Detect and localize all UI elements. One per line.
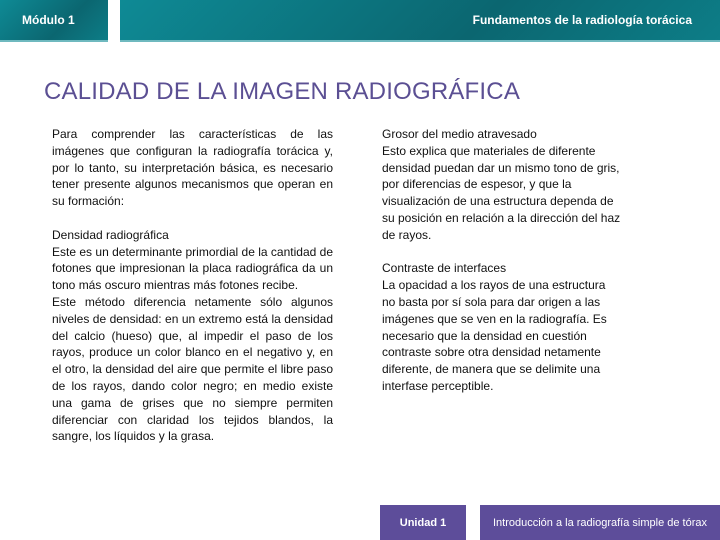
course-title: Fundamentos de la radiología torácica — [120, 0, 720, 42]
intro-paragraph: Para comprender las características de las imágenes que configuran la radiografía torácica y, por lo tanto, su interpretación básica, es necesario tener presente algunos mecanismos que operan en su formación: — [52, 127, 333, 209]
section-text: Este método diferencia netamente sólo algunos niveles de densidad: en un extremo está la densidad del calcio (hueso) que, al impedir el paso de los rayos, produce un color blanco en el negativo y, en el otro, la densidad del aire que permite el libre paso de los rayos, dando color negro; en medio existe una gama de grises que no siempre permiten diferenciar con claridad los tejidos blandos, la sangre, los líquidos y la grasa. — [52, 294, 333, 444]
unit-title: Introducción a la radiografía simple de tórax — [480, 505, 720, 540]
section-heading: Grosor del medio atravesado — [382, 127, 537, 141]
unit-label: Unidad 1 — [380, 505, 466, 540]
left-column — [52, 126, 333, 445]
section-heading: Densidad radiográfica — [52, 227, 169, 242]
section-text: Esto explica que materiales de diferente densidad puedan dar un mismo tono de gris, por diferencias de espesor, y que la visualización de una estructura dependa de su posición en relación a la dirección del haz de rayos. — [382, 143, 621, 242]
module-label: Módulo 1 — [0, 0, 108, 42]
right-column — [382, 126, 622, 412]
section-text: La opacidad a los rayos de una estructura no basta por sí sola para dar origen a las imágenes que se ven en la radiografía. Es necesario que la densidad en cuestión contraste sobre otra densidad netamente diferente, de manera que se delimite una interfase perceptible. — [382, 278, 607, 393]
section-text: Este es un determinante primordial de la cantidad de fotones que impresionan la placa radiográfica da un tono más oscuro mientras más fotones recibe. — [52, 244, 333, 293]
section-heading: Contraste de interfaces — [382, 261, 507, 276]
page-title: CALIDAD DE LA IMAGEN RADIOGRÁFICA — [44, 78, 521, 105]
